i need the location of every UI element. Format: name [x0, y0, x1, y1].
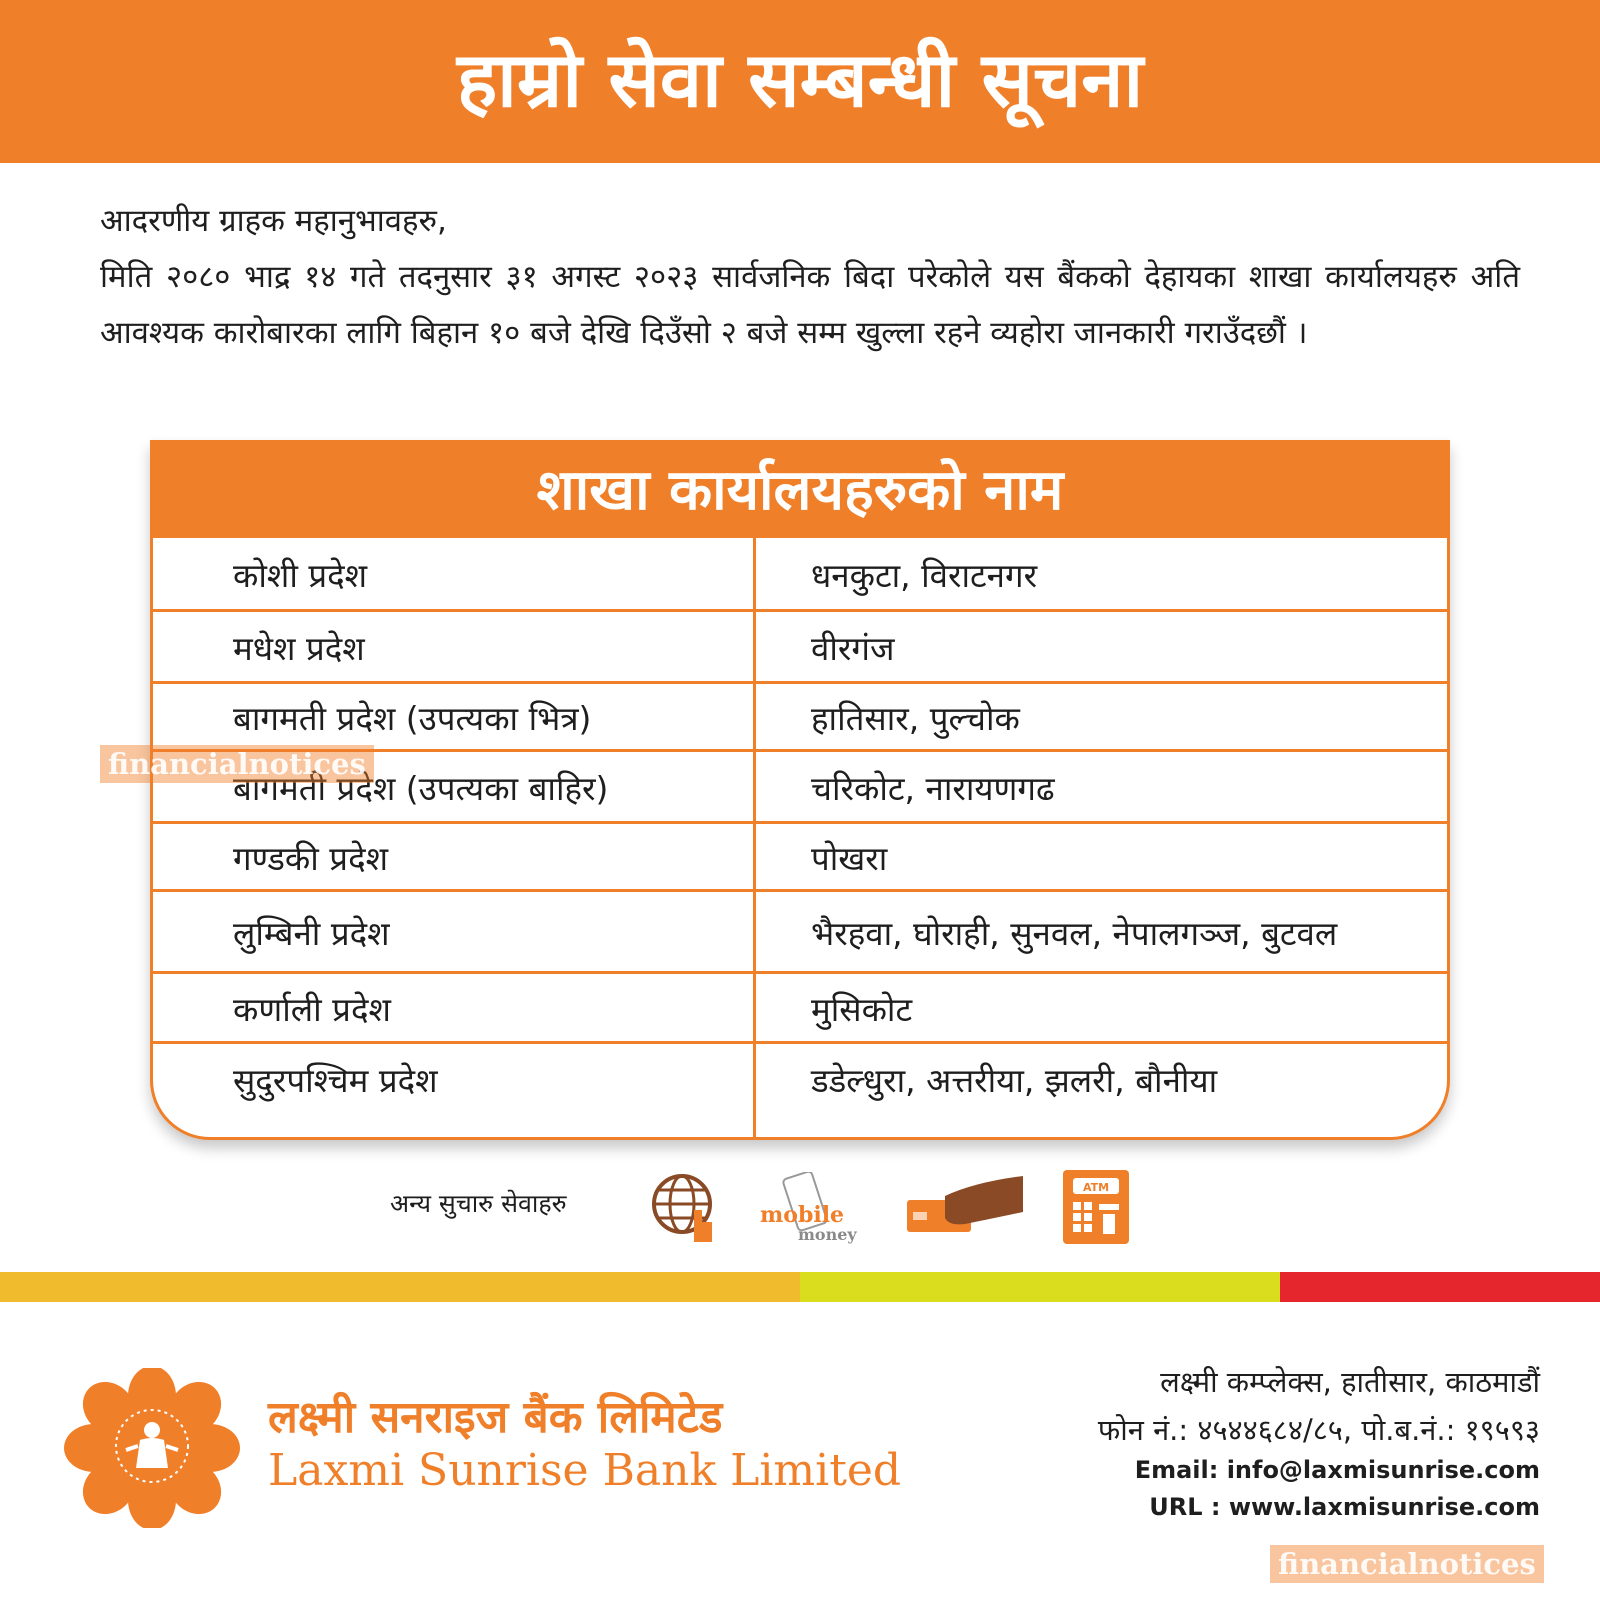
greeting: आदरणीय ग्राहक महानुभावहरु, [100, 203, 447, 239]
color-stripe-middle [800, 1272, 1280, 1302]
table-row [153, 1043, 1447, 1115]
money-text: money [798, 1225, 857, 1244]
page-title: हाम्रो सेवा सम्बन्धी सूचना [456, 35, 1144, 124]
watermark: financialnotices [100, 745, 374, 783]
branches-cell: हातिसार, पुल्चोक [811, 698, 1020, 738]
footer-email: Email: info@laxmisunrise.com [1134, 1456, 1540, 1484]
branches-cell: वीरगंज [811, 628, 895, 668]
footer-address: लक्ष्मी कम्प्लेक्स, हातीसार, काठमाडौं [1160, 1365, 1540, 1399]
mobile-text: mobile [760, 1202, 845, 1228]
branches-cell: मुसिकोट [811, 989, 913, 1029]
atm-icon [1063, 1170, 1129, 1244]
table-row [153, 538, 1447, 611]
bank-name-nepali: लक्ष्मी सनराइज बैंक लिमिटेड [268, 1392, 723, 1443]
services-label: अन्य सुचारु सेवाहरु [390, 1189, 567, 1218]
table-row [153, 683, 1447, 751]
branches-cell: भैरहवा, घोराही, सुनवल, नेपालगञ्ज, बुटवल [811, 913, 1338, 953]
branches-cell: चरिकोट, नारायणगढ [811, 768, 1055, 808]
province-cell: बागमती प्रदेश (उपत्यका बाहिर) [233, 768, 609, 808]
card-payment-icon [905, 1172, 1025, 1242]
table-row [153, 891, 1447, 973]
color-stripe-right [1280, 1272, 1600, 1302]
atm-text: ATM [1082, 1181, 1110, 1194]
color-stripe-left [0, 1272, 800, 1302]
branches-cell: पोखरा [811, 838, 888, 878]
bank-logo-icon [64, 1368, 240, 1528]
header-banner [0, 0, 1600, 163]
table-title: शाखा कार्यालयहरुको नाम [153, 443, 1447, 538]
mobile-money-icon [758, 1172, 868, 1246]
bank-name-english: Laxmi Sunrise Bank Limited [268, 1445, 902, 1496]
notice-text [100, 193, 1520, 361]
footer-phone: फोन नं.: ४५४४६८४/८५, पो.ब.नं.: १९५९३ [1097, 1413, 1540, 1447]
province-cell: बागमती प्रदेश (उपत्यका भित्र) [233, 698, 592, 738]
province-cell: कर्णाली प्रदेश [233, 989, 391, 1029]
province-cell: मधेश प्रदेश [233, 628, 365, 668]
branches-cell: डडेल्धुरा, अत्तरीया, झलरी, बौनीया [811, 1060, 1218, 1100]
table-row [153, 823, 1447, 891]
watermark: financialnotices [1270, 1545, 1544, 1583]
branches-cell: धनकुटा, विराटनगर [811, 556, 1038, 595]
notice-body: मिति २०८० भाद्र १४ गते तदनुसार ३१ अगस्ट २०२३ सार्वजनिक बिदा परेकोले यस बैंकको देहायका शाखा कार्यालयहरु अति आवश्यक कारोबारका लागि बिहान १० बजे देखि दिउँसो २ बजे सम्म खुल्ला रहने व्यहोरा जानकारी गराउँदछौं । [100, 259, 1520, 351]
province-cell: लुम्बिनी प्रदेश [233, 913, 390, 953]
table-row [153, 611, 1447, 683]
province-cell: गण्डकी प्रदेश [233, 838, 389, 878]
table-row [153, 973, 1447, 1043]
footer-url: URL : www.laxmisunrise.com [1149, 1493, 1540, 1521]
province-cell: कोशी प्रदेश [233, 556, 368, 595]
branch-table [150, 440, 1450, 1140]
internet-banking-icon [650, 1172, 722, 1244]
province-cell: सुदुरपश्चिम प्रदेश [233, 1060, 438, 1100]
